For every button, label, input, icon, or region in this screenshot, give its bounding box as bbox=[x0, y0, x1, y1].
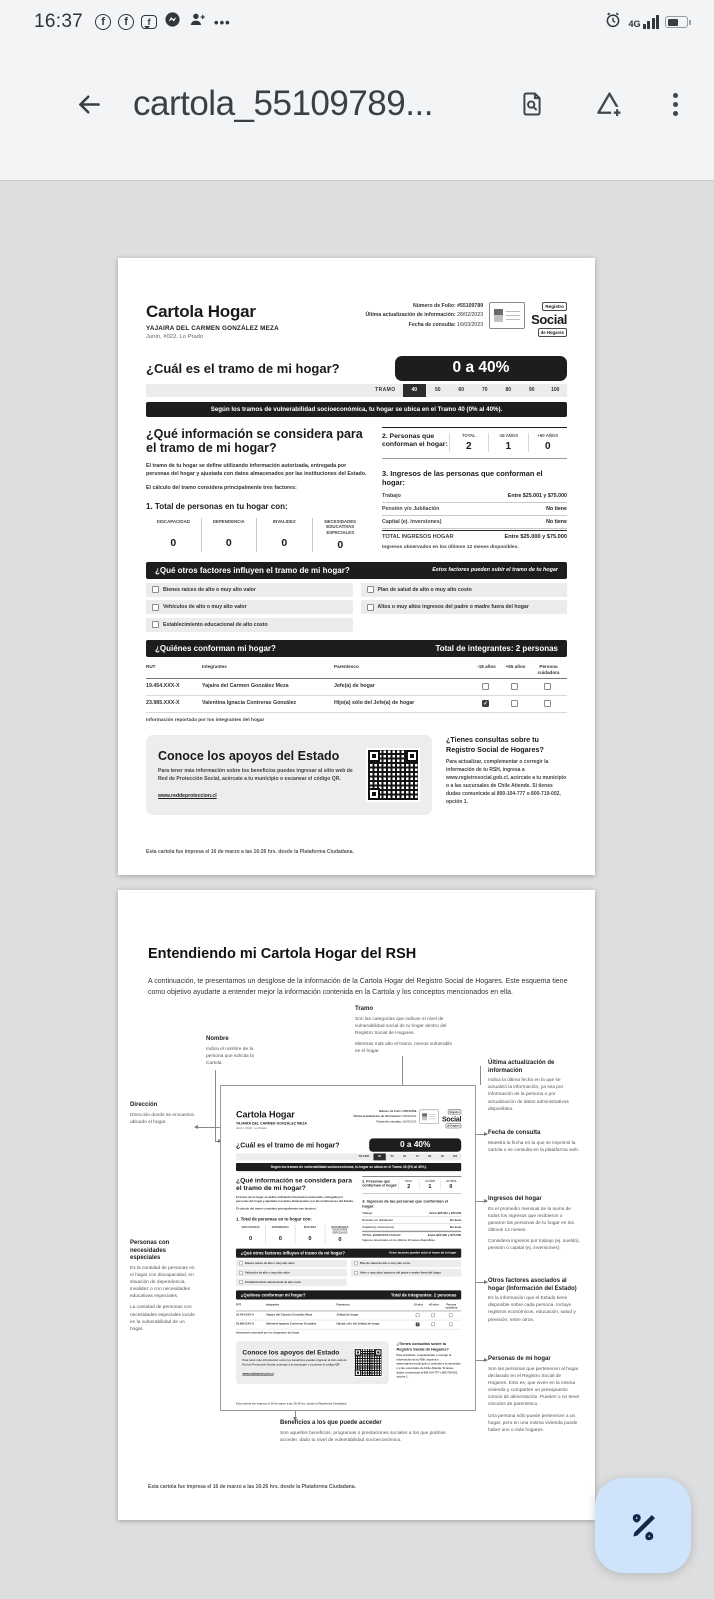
stat-cell: -18 AÑOS 1 bbox=[419, 1179, 440, 1189]
special-needs-table bbox=[236, 1225, 355, 1243]
printed-note: Esta cartola fue impresa el 16 de marzo a las 16:26 hrs. desde la Plataforma Ciudadana. bbox=[235, 1402, 348, 1406]
info-right-column bbox=[382, 427, 567, 552]
page2-intro: A continuación, te presentamos un desglose de la información de la Cartola Hogar del Registro Social de Hogares. Este esquema tiene como objetivo ayudarte a entender mejor la información contenida en la Cartola y los conceptos mencionados en ella. bbox=[148, 978, 568, 997]
stat-cell: +60 AÑOS 0 bbox=[528, 433, 567, 452]
column-header: -18 años bbox=[410, 1302, 426, 1311]
info-columns bbox=[236, 1176, 461, 1243]
checkbox bbox=[354, 1262, 358, 1266]
factor2-title: 2. Personas que conforman el hogar: bbox=[382, 432, 448, 449]
tramo-scale-cell-selected: 40 bbox=[403, 384, 427, 397]
top-chrome bbox=[0, 0, 714, 181]
factor-item: Vehículos de alto o muy alto valor bbox=[236, 1269, 346, 1276]
checkbox bbox=[511, 700, 518, 707]
questions-box bbox=[446, 735, 567, 815]
tramo-question: ¿Cuál es el tramo de mi hogar? bbox=[235, 1140, 340, 1149]
member-relation: Hijo(a) sólo del Jefe(a) de hogar bbox=[334, 696, 472, 713]
income-note: Ingresos observados en los últimos 12 meses disponibles. bbox=[362, 1239, 436, 1242]
factor-item: Bienes raíces de alto o muy alto valor bbox=[236, 1260, 346, 1267]
special-needs-table bbox=[146, 518, 368, 552]
pdf-page-2 bbox=[118, 890, 595, 1520]
member-caregiver-cell bbox=[441, 1311, 461, 1320]
member-rut: 23.985.XXX-X bbox=[236, 1320, 266, 1329]
checkbox bbox=[511, 683, 518, 690]
tramo-scale-cell: 60 bbox=[403, 1155, 407, 1159]
tramo-scale-label: TRAMO bbox=[375, 387, 396, 393]
tramo-scale-cell: 100 bbox=[551, 387, 560, 393]
factor-item: Vehículos de alto o muy alto valor bbox=[146, 600, 353, 614]
tramo-row bbox=[236, 1138, 461, 1151]
column-header: Persona cuidadora bbox=[530, 662, 567, 679]
factor-item: Altos o muy altos ingresos del padre o madre fuera del hogar bbox=[361, 600, 568, 614]
checkbox bbox=[152, 586, 159, 593]
tramo-scale-cell-selected: 40 bbox=[373, 1153, 386, 1160]
meta-lines bbox=[365, 302, 483, 330]
member-relation: Jefe(a) de hogar bbox=[337, 1311, 411, 1320]
member-over65-cell bbox=[426, 1320, 442, 1329]
stat-cell: TOTAL 2 bbox=[398, 1179, 419, 1189]
member-under18-cell bbox=[410, 1311, 426, 1320]
supports-text-block bbox=[158, 749, 356, 802]
need-cell: NECESIDADES EDUCATIVAS ESPECIALES 0 bbox=[331, 1225, 349, 1243]
questions-title: ¿Tienes consultas sobre tu Registro Social de Hogares? bbox=[446, 735, 544, 754]
column-header: +65 años bbox=[501, 662, 530, 679]
factor2-title: 2. Personas que conforman el hogar: bbox=[362, 1179, 398, 1188]
consult-line: Fecha de consulta: 16/03/2023 bbox=[376, 1120, 417, 1124]
annotation-fecha-consulta: Fecha de consulta Muestra la fecha en la que se imprimió la cartola o se consulta en la plataforma web. bbox=[488, 1130, 580, 1153]
member-relation: Hijo(a) sólo del Jefe(a) de hogar bbox=[337, 1320, 411, 1329]
factor3-title: 3. Ingresos de las personas que conforman el hogar: bbox=[382, 468, 543, 487]
members-table bbox=[146, 662, 567, 713]
column-header: Parentesco bbox=[337, 1302, 411, 1311]
income-row: Pensión y/o Jubilación No tiene bbox=[362, 1217, 461, 1224]
info-paragraph: El cálculo del tramo considera principalmente tres factores: bbox=[235, 1207, 317, 1211]
questions-text: Para actualizar, complementar o corregir la información de tu RSH, ingresa a www.registrosocial.gob.cl, acércate a tu municipio o a las sucursales de Chile Atiende. Si tienes dudas comunícate al 800-104-777 o 800-719-002, opción 1. bbox=[446, 758, 567, 805]
household-count-table bbox=[362, 1176, 461, 1193]
column-header: RUT bbox=[146, 662, 202, 679]
network-indicator bbox=[628, 15, 659, 29]
income-total-row: TOTAL INGRESOS HOGAR Entre $25.000 y $75.000 bbox=[362, 1231, 461, 1238]
add-to-drive-button[interactable] bbox=[592, 87, 627, 122]
tramo-row bbox=[146, 356, 567, 381]
factor3-title: 3. Ingresos de las personas que conforman el hogar: bbox=[362, 1198, 449, 1209]
tramo-scale-cell: 80 bbox=[428, 1155, 432, 1159]
need-cell: INVALIDEZ 0 bbox=[257, 518, 313, 552]
tramo-scale-cell: 60 bbox=[458, 387, 465, 393]
income-row: Capital (ej. inversiones) No tiene bbox=[362, 1224, 461, 1231]
tramo-scale-cell: 90 bbox=[440, 1155, 444, 1159]
questions-title: ¿Tienes consultas sobre tu Registro Social de Hogares? bbox=[396, 1341, 449, 1352]
info-paragraph: El tramo de tu hogar se define utilizando información autorizada, entregada por personas del hogar y ajustada con datos almacenados por las instituciones del Estado. bbox=[235, 1195, 354, 1204]
member-over65-cell bbox=[426, 1311, 442, 1320]
member-over65-cell bbox=[501, 696, 530, 713]
checkbox bbox=[482, 683, 489, 690]
registro-social-badge: Registro Social de Hogares bbox=[531, 304, 567, 335]
facebook-icon: f bbox=[118, 14, 134, 30]
checkbox bbox=[152, 621, 159, 628]
annotation-beneficios: Beneficios a los que puede acceder Son aquellos beneficios, programas o prestaciones sociales a los que podrías acceder, dado tu nivel de vulnerabilidad socioeconómica. bbox=[280, 1420, 446, 1443]
member-name: Valentina Ignacia Contreras González bbox=[266, 1320, 337, 1329]
member-under18-cell bbox=[472, 696, 501, 713]
clock: 16:37 bbox=[34, 11, 84, 32]
supports-title: Conoce los apoyos del Estado bbox=[158, 748, 340, 763]
tramo-scale bbox=[146, 384, 567, 397]
column-header: -18 años bbox=[472, 662, 501, 679]
tramo-scale bbox=[236, 1153, 461, 1160]
checkbox bbox=[431, 1322, 435, 1326]
person-add-icon bbox=[188, 10, 207, 34]
supports-link[interactable]: www.reddeproteccion.cl bbox=[158, 792, 217, 799]
factor-item: Bienes raíces de alto o muy alto valor bbox=[146, 583, 353, 597]
bottom-row bbox=[146, 735, 567, 815]
meta-block bbox=[353, 1110, 461, 1130]
checkbox bbox=[449, 1313, 453, 1317]
factor1-title: 1. Total de personas en tu hogar con: bbox=[146, 501, 288, 511]
members-table bbox=[236, 1302, 461, 1330]
folio-line: Número de Folio: #55109789 bbox=[378, 1110, 417, 1114]
info-left-column bbox=[146, 427, 368, 552]
holder-block bbox=[236, 1110, 307, 1130]
facebook-icon: f bbox=[95, 14, 111, 30]
info-left-column bbox=[236, 1176, 355, 1243]
annotation-ultima-actualizacion: Última actualización de información Indica la última fecha en la que se actualizó la información, ya sea por información de la persona o por actualización de datos administrativos disponibles. bbox=[488, 1060, 569, 1112]
column-header: +65 años bbox=[426, 1302, 442, 1311]
printed-note: Esta cartola fue impresa el 16 de marzo a las 16:26 hrs. desde la Plataforma Ciudadana. bbox=[148, 1484, 356, 1490]
member-over65-cell bbox=[501, 679, 530, 696]
annotation-nombre: Nombre Indica el nombre de la persona que solicita la Cartola. bbox=[206, 1036, 254, 1066]
info-right-column bbox=[362, 1176, 461, 1243]
tramo-scale-cell: 50 bbox=[390, 1155, 394, 1159]
factor-item: Plan de salud de alto o muy alto costo bbox=[351, 1260, 461, 1267]
checkbox: ✓ bbox=[416, 1322, 419, 1327]
member-under18-cell bbox=[410, 1320, 426, 1329]
supports-text-block bbox=[242, 1349, 348, 1377]
members-note: Información reportada por los integrantes del hogar bbox=[146, 718, 265, 724]
tramo-value-box: 0 a 40% bbox=[369, 1138, 461, 1151]
holder-name: YAJAIRA DEL CARMEN GONZÁLEZ MEZA bbox=[235, 1121, 308, 1126]
checkbox bbox=[416, 1313, 420, 1317]
member-caregiver-cell bbox=[530, 679, 567, 696]
other-factors-list bbox=[146, 583, 567, 632]
holder-address: Junín, #022, Lo Prado bbox=[146, 333, 204, 340]
member-rut: 19.454.XXX-X bbox=[236, 1311, 266, 1320]
questions-box bbox=[396, 1341, 461, 1384]
tramo-banner: Según los tramos de vulnerabilidad socioeconómica, tu hogar se ubica en el Tramo 40 (0% al 40%). bbox=[146, 402, 567, 417]
registro-social-badge: Registro Social de Hogares bbox=[442, 1110, 462, 1128]
tramo-scale-label: TRAMO bbox=[358, 1155, 370, 1159]
column-header: Parentesco bbox=[334, 662, 472, 679]
tramo-question: ¿Cuál es el tramo de mi hogar? bbox=[146, 360, 340, 376]
meta-lines bbox=[353, 1110, 416, 1125]
member-under18-cell bbox=[472, 679, 501, 696]
checkbox bbox=[544, 683, 551, 690]
page2-title: Entendiendo mi Cartola Hogar del RSH bbox=[148, 946, 417, 962]
info-heading: ¿Qué información se considera para el tramo de mi hogar? bbox=[146, 426, 363, 456]
chat-bubble-icon: f bbox=[141, 15, 157, 29]
info-paragraph: El tramo de tu hogar se define utilizando información autorizada, entregada por personas del hogar y ajustada con datos almacenados por las instituciones del Estado. bbox=[146, 463, 367, 478]
tramo-scale-cell: 50 bbox=[434, 387, 441, 393]
checkbox bbox=[239, 1271, 243, 1275]
supports-box bbox=[146, 735, 432, 815]
household-count-table bbox=[382, 427, 567, 459]
factor-item: Plan de salud de alto o muy alto costo bbox=[361, 583, 568, 597]
mini-cartola-slot bbox=[220, 1085, 476, 1411]
pdf-page-1 bbox=[118, 258, 595, 875]
search-in-document-button[interactable] bbox=[516, 88, 548, 120]
cartola-header bbox=[236, 1086, 461, 1130]
info-paragraph: El cálculo del tramo considera principalmente tres factores: bbox=[146, 485, 297, 492]
tramo-value-box: 0 a 40% bbox=[395, 356, 567, 381]
need-cell: NECESIDADES EDUCATIVAS ESPECIALES 0 bbox=[324, 518, 357, 551]
checkbox bbox=[354, 1271, 358, 1275]
cartola-header bbox=[146, 258, 567, 340]
checkbox bbox=[367, 604, 374, 611]
need-cell: INVALIDEZ 0 bbox=[295, 1225, 325, 1243]
factor-item: Establecimiento educacional de alto costo bbox=[236, 1278, 346, 1285]
stat-cell: TOTAL 2 bbox=[449, 433, 488, 452]
printed-note: Esta cartola fue impresa el 16 de marzo a las 16:26 hrs. desde la Plataforma Ciudadana. bbox=[146, 849, 354, 856]
more-notifications-icon: ••• bbox=[214, 14, 231, 30]
status-bar bbox=[0, 0, 714, 44]
need-cell: DEPENDENCIA 0 bbox=[202, 518, 258, 552]
income-row: Trabajo Entre $25.001 y $75.000 bbox=[382, 490, 567, 503]
supports-box bbox=[236, 1341, 389, 1384]
supports-link[interactable]: www.reddeproteccion.cl bbox=[242, 1372, 274, 1376]
annotation-ingresos: Ingresos del hogar Es el promedio mensual de la suma de todos los ingresos que recibieron o ganaron las personas de tu hogar en los últimos 12 meses. Considera ingresos por trabajo (ej. sueldo), pensión o capital (ej. inversiones). bbox=[488, 1196, 580, 1252]
status-right-icons bbox=[604, 11, 688, 34]
tramo-scale-cell: 100 bbox=[452, 1155, 458, 1159]
members-note: Información reportada por los integrantes del hogar bbox=[235, 1332, 300, 1335]
gobierno-seal-logo bbox=[489, 302, 525, 329]
annotation-tramo: Tramo Son las categorías que indican el nivel de vulnerabilidad social de tu hogar dentro del Registro Social de Hogares. Mientras más alto el tramo, menos vulnerable es el hogar. bbox=[355, 1006, 453, 1055]
messenger-icon bbox=[164, 11, 181, 33]
supports-text: Para tener más información sobre los beneficios puedes ingresar al sitio web de Red de Protección Social, acércate a tu municipio o escanear el código QR. bbox=[242, 1358, 347, 1367]
cartola-document bbox=[221, 1086, 476, 1411]
signal-bars-icon bbox=[643, 15, 660, 29]
update-line: Última actualización de información: 28/02/2023 bbox=[353, 1115, 417, 1119]
supports-title: Conoce los apoyos del Estado bbox=[242, 1348, 340, 1357]
need-cell: DISCAPACIDAD 0 bbox=[236, 1225, 266, 1243]
tramo-scale-cell: 80 bbox=[505, 387, 512, 393]
member-name: Valentina Ignacia Contreras González bbox=[202, 696, 334, 713]
pdf-viewer[interactable] bbox=[0, 182, 714, 1599]
tramo-scale-cell: 70 bbox=[481, 387, 488, 393]
checkbox bbox=[239, 1280, 243, 1284]
tramo-scale-cell: 70 bbox=[415, 1155, 419, 1159]
checkbox bbox=[367, 586, 374, 593]
cartola-title: Cartola Hogar bbox=[235, 1109, 295, 1120]
cartola-document bbox=[118, 258, 595, 875]
overflow-menu-button[interactable] bbox=[671, 91, 680, 118]
tramo-banner: Según los tramos de vulnerabilidad socioeconómica, tu hogar se ubica en el Tramo 40 (0% al 40%). bbox=[236, 1163, 461, 1171]
back-button[interactable] bbox=[72, 87, 107, 122]
income-note: Ingresos observados en los últimos 12 meses disponibles. bbox=[382, 544, 519, 550]
signature-pen-icon bbox=[623, 1504, 663, 1547]
factor-item: Altos o muy altos ingresos del padre o madre fuera del hogar bbox=[351, 1269, 461, 1276]
need-cell: DEPENDENCIA 0 bbox=[266, 1225, 296, 1243]
sign-fab-button[interactable] bbox=[595, 1478, 691, 1573]
tramo-scale-cell: 90 bbox=[528, 387, 535, 393]
gobierno-seal-logo bbox=[420, 1110, 439, 1124]
column-header: Integrantes bbox=[266, 1302, 337, 1311]
members-banner: ¿Quiénes conforman mi hogar? Total de integrantes: 2 personas bbox=[236, 1290, 461, 1299]
toolbar-actions bbox=[516, 87, 680, 122]
qr-code bbox=[366, 748, 420, 802]
annotation-direccion: Dirección Dirección donde se encuentra ubicado el hogar. bbox=[130, 1102, 194, 1125]
income-row: Pensión y/o Jubilación No tiene bbox=[382, 503, 567, 516]
member-caregiver-cell bbox=[441, 1320, 461, 1329]
member-rut: 23.985.XXX-X bbox=[146, 696, 202, 713]
battery-icon bbox=[665, 16, 688, 28]
network-type-label: 4G bbox=[628, 19, 641, 29]
annotation-otros-factores: Otros factores asociados al hogar (Información del Estado) Es la información que el Estado tiene disponible sobre cada persona. Incluye registros económicos, educación, salud y previsión, entre otros. bbox=[488, 1278, 577, 1323]
other-factors-banner: ¿Qué otros factores influyen el tramo de mi hogar? Estos factores pueden subir el tramo de tu hogar bbox=[236, 1249, 461, 1258]
supports-text: Para tener más información sobre los beneficios puedes ingresar al sitio web de Red de Protección Social, acércate a tu municipio o escanear el código QR. bbox=[158, 767, 353, 782]
stat-cell: -18 AÑOS 1 bbox=[488, 433, 527, 452]
app-toolbar bbox=[0, 58, 714, 150]
member-rut: 19.454.XXX-X bbox=[146, 679, 202, 696]
annotation-personas-hogar: Personas de mi hogar Son las personas que pertenecen al hogar declarado en el Registro Social de Hogares. Esto es, que viven en la misma vivienda y comparten un presupuesto común de alimentación. Pueden o no tener vínculos de parentesco. Una persona sólo puede pertenecer a un hogar, pero en una misma vivienda puede haber uno o más hogares. bbox=[488, 1356, 580, 1433]
column-header: Persona cuidadora bbox=[441, 1302, 461, 1311]
folio-line: Número de Folio: #55109789 bbox=[413, 303, 484, 309]
checkbox bbox=[239, 1262, 243, 1266]
cartola-title: Cartola Hogar bbox=[146, 302, 256, 321]
annotation-necesidades-especiales: Personas con necesidades especiales Es la cantidad de personas en el hogar con discapacidad, en situación de dependencia, invalidez o con necesidades educativas especiales. La cantidad de personas con necesidades especiales incide en la vulnerabilidad de un hogar. bbox=[130, 1240, 195, 1332]
factor-item: Establecimiento educacional de alto costo bbox=[146, 618, 353, 632]
holder-name: YAJAIRA DEL CARMEN GONZÁLEZ MEZA bbox=[146, 325, 279, 332]
qr-code bbox=[354, 1348, 383, 1377]
factor1-title: 1. Total de personas en tu hogar con: bbox=[235, 1216, 312, 1222]
checkbox bbox=[449, 1322, 453, 1326]
income-row: Capital (ej. inversiones) No tiene bbox=[382, 516, 567, 529]
member-name: Yajaira del Carmen González Meza bbox=[202, 679, 334, 696]
member-caregiver-cell bbox=[530, 696, 567, 713]
checkbox bbox=[544, 700, 551, 707]
need-cell: DISCAPACIDAD 0 bbox=[146, 518, 202, 552]
meta-block bbox=[365, 302, 567, 340]
questions-text: Para actualizar, complementar o corregir la información de tu RSH, ingresa a www.registrosocial.gob.cl, acércate a tu municipio o a las sucursales de Chile Atiende. Si tienes dudas comunícate al 800-104-777 o 800-719-002, opción 1. bbox=[396, 1354, 461, 1379]
alarm-icon bbox=[604, 11, 622, 34]
holder-address: Junín, #022, Lo Prado bbox=[235, 1126, 267, 1130]
other-factors-banner: ¿Qué otros factores influyen el tramo de mi hogar? Estos factores pueden subir el tramo de tu hogar bbox=[146, 562, 567, 579]
member-relation: Jefe(a) de hogar bbox=[334, 679, 472, 696]
income-row: Trabajo Entre $25.001 y $75.000 bbox=[362, 1210, 461, 1217]
consult-line: Fecha de consulta: 16/03/2023 bbox=[408, 321, 484, 328]
checkbox: ✓ bbox=[483, 700, 488, 707]
stat-cell: +60 AÑOS 0 bbox=[440, 1179, 461, 1189]
info-heading: ¿Qué información se considera para el tramo de mi hogar? bbox=[235, 1176, 352, 1192]
member-name: Yajaira del Carmen González Meza bbox=[266, 1311, 337, 1320]
checkbox bbox=[152, 604, 159, 611]
checkbox bbox=[431, 1313, 435, 1317]
column-header: Integrantes bbox=[202, 662, 334, 679]
other-factors-list bbox=[236, 1260, 461, 1286]
document-title: cartola_55109789... bbox=[133, 84, 433, 123]
update-line: Última actualización de información: 28/02/2023 bbox=[365, 312, 484, 319]
info-columns bbox=[146, 427, 567, 552]
members-banner: ¿Quiénes conforman mi hogar? Total de integrantes: 2 personas bbox=[146, 640, 567, 657]
income-total-row: TOTAL INGRESOS HOGAR Entre $25.000 y $75.000 bbox=[382, 530, 567, 543]
column-header: RUT bbox=[236, 1302, 266, 1311]
holder-block bbox=[146, 302, 279, 340]
notification-icons bbox=[95, 10, 231, 34]
bottom-row bbox=[236, 1341, 461, 1384]
